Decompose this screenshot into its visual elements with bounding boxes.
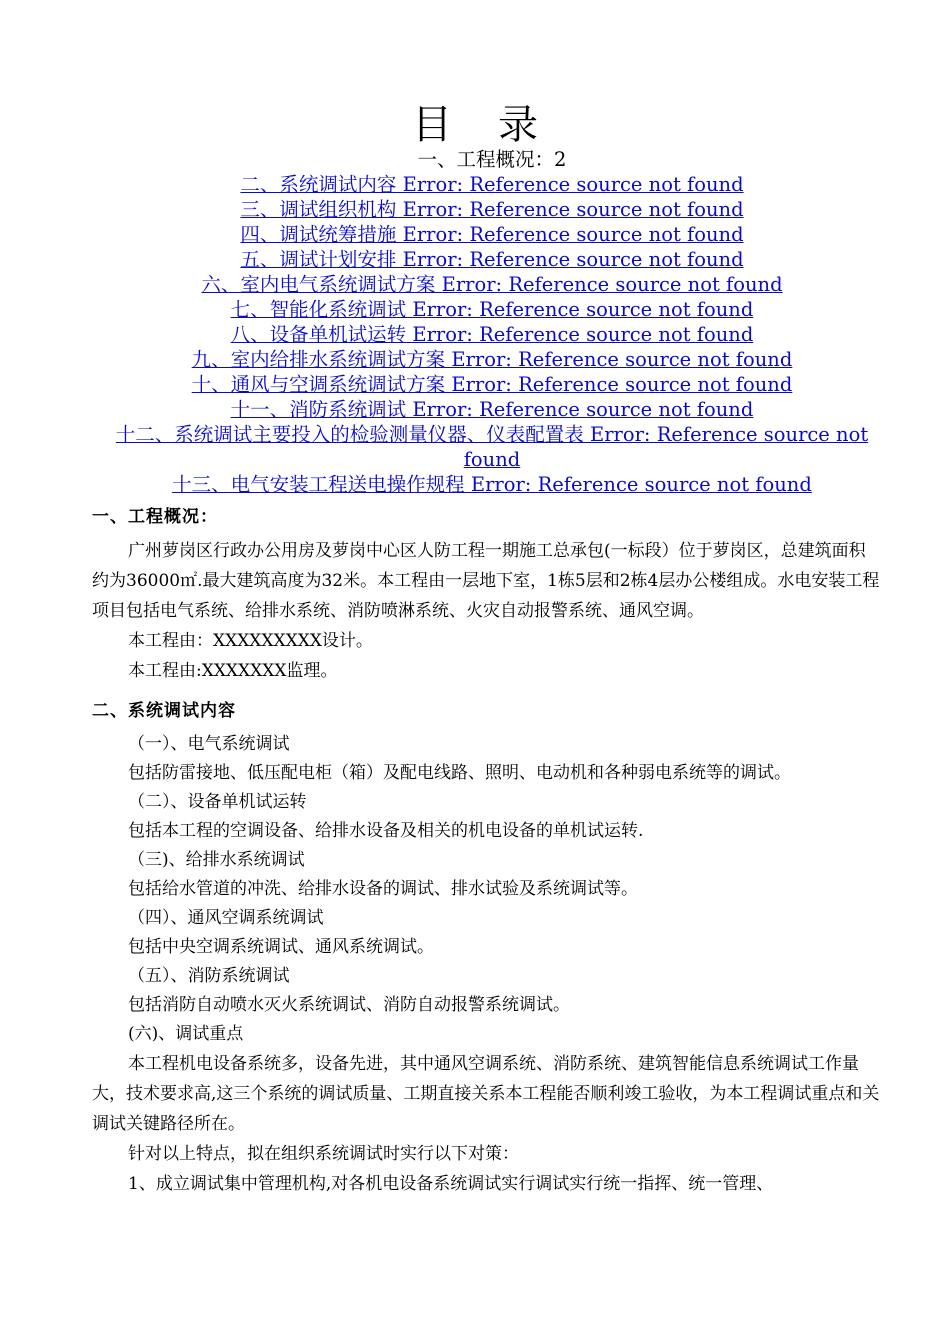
subsection-title: （四）、通风空调系统调试 xyxy=(128,908,324,928)
toc-entry-7 xyxy=(90,297,894,322)
paragraph: 广州萝岗区行政办公用房及萝岗中心区人防工程一期施工总承包(一标段）位于萝岗区，总建筑面积约为36000㎡.最大建筑高度为32米。本工程由一层地下室，1栋5层和2栋4层办公楼组成。水电安装工程项目包括电气系统、给排水系统、消防喷淋系统、火灾自动报警系统、通风空调。 xyxy=(92,541,880,621)
toc-entry-12 xyxy=(90,422,894,472)
toc-link[interactable]: 四、调试统筹措施 Error: Reference source not found xyxy=(240,223,744,246)
section-heading: 二、系统调试内容 xyxy=(92,701,236,721)
toc-entry-3 xyxy=(90,197,894,222)
toc-entry-10 xyxy=(90,372,894,397)
toc-link[interactable]: 十一、消防系统调试 Error: Reference source not found xyxy=(230,398,754,421)
paragraph: 针对以上特点，拟在组织系统调试时实行以下对策： xyxy=(128,1144,519,1164)
toc-link[interactable]: 十、通风与空调系统调试方案 Error: Reference source not found xyxy=(191,373,793,396)
toc-link[interactable]: 六、室内电气系统调试方案 Error: Reference source not found xyxy=(201,273,783,296)
toc-entry-1: 一、工程概况：2 xyxy=(417,148,567,171)
toc-link[interactable]: 十二、系统调试主要投入的检验测量仪器、仪表配置表 Error: Reference source not found xyxy=(115,423,869,471)
paragraph: 包括中央空调系统调试、通风系统调试。 xyxy=(128,937,434,957)
subsection-title: （二）、设备单机试运转 xyxy=(128,792,307,812)
toc-link[interactable]: 五、调试计划安排 Error: Reference source not found xyxy=(240,248,744,271)
toc-entry-13 xyxy=(90,472,894,497)
subsection-title: (六)、调试重点 xyxy=(128,1024,244,1044)
paragraph: 本工程由：XXXXXXXXX设计。 xyxy=(128,631,373,651)
toc-link[interactable]: 七、智能化系统调试 Error: Reference source not found xyxy=(230,298,754,321)
paragraph: 本工程由:XXXXXXX监理。 xyxy=(128,661,338,681)
toc-entry-8 xyxy=(90,322,894,347)
section-heading: 一、工程概况： xyxy=(92,507,218,527)
paragraph: 包括防雷接地、低压配电柜（箱）及配电线路、照明、电动机和各种弱电系统等的调试。 xyxy=(128,763,791,783)
paragraph: 本工程机电设备系统多，设备先进，其中通风空调系统、消防系统、建筑智能信息系统调试工作量大，技术要求高,这三个系统的调试质量、工期直接关系本工程能否顺利竣工验收，为本工程调试重点和关调试关键路径所在。 xyxy=(92,1054,880,1134)
toc-link[interactable]: 三、调试组织机构 Error: Reference source not found xyxy=(240,198,744,221)
toc-entry-4 xyxy=(90,222,894,247)
toc-entry-9 xyxy=(90,347,894,372)
subsection-title: （五）、消防系统调试 xyxy=(128,966,290,986)
toc-title: 目录 xyxy=(412,102,584,148)
toc-entry-2 xyxy=(90,172,894,197)
subsection-title: （三)、给排水系统调试 xyxy=(128,850,305,870)
document-body xyxy=(92,502,882,1199)
subsection-title: （一）、电气系统调试 xyxy=(128,734,290,754)
toc-link[interactable]: 八、设备单机试运转 Error: Reference source not found xyxy=(230,323,754,346)
toc-entry-5 xyxy=(90,247,894,272)
toc-entry-11 xyxy=(90,397,894,422)
toc-link[interactable]: 十三、电气安装工程送电操作规程 Error: Reference source not found xyxy=(172,473,812,496)
table-of-contents xyxy=(90,147,894,497)
paragraph: 包括本工程的空调设备、给排水设备及相关的机电设备的单机试运转. xyxy=(128,821,644,841)
toc-link[interactable]: 九、室内给排水系统调试方案 Error: Reference source not found xyxy=(191,348,793,371)
toc-link[interactable]: 二、系统调试内容 Error: Reference source not found xyxy=(240,173,744,196)
paragraph: 包括消防自动喷水灭火系统调试、消防自动报警系统调试。 xyxy=(128,995,570,1015)
paragraph: 1、成立调试集中管理机构,对各机电设备系统调试实行调试实行统一指挥、统一管理、 xyxy=(128,1174,774,1194)
toc-entry-6 xyxy=(90,272,894,297)
paragraph: 包括给水管道的冲洗、给排水设备的调试、排水试验及系统调试等。 xyxy=(128,879,638,899)
